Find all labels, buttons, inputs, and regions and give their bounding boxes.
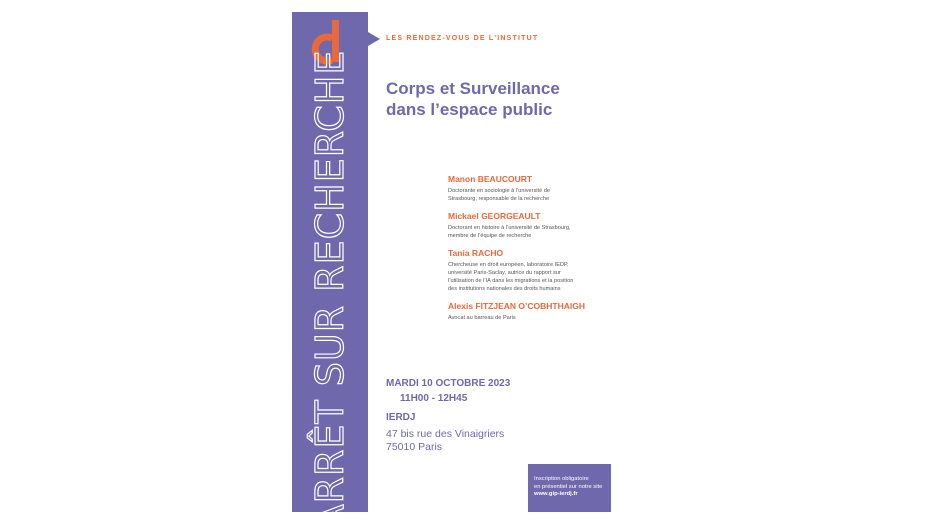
speaker-item xyxy=(448,174,628,203)
venue-name: IERDJ xyxy=(386,412,416,423)
speaker-list xyxy=(448,174,628,330)
speaker-description: Chercheuse en droit européen, laboratoire IEDP, université Paris-Saclay, autrice du rapport sur l’utilisation de l’IA dans les migrations et la position des institutions nationales des droits humains xyxy=(448,262,574,292)
registration-note: Inscription obligatoire xyxy=(534,476,589,482)
speaker-name: Mickael GEORGEAULT xyxy=(448,211,541,221)
speaker-item xyxy=(448,211,628,240)
title-line: dans l’espace public xyxy=(386,100,553,119)
vertical-title: ARRÊT SUR RECHERCHE xyxy=(308,49,352,530)
speaker-name: Alexis FITZJEAN O’COBHTHAIGH xyxy=(448,301,585,311)
speaker-description: Avocat au barreau de Paris xyxy=(448,315,516,321)
speaker-name: Tania RACHO xyxy=(448,248,504,258)
registration-note: en présentiel sur notre site xyxy=(534,483,603,490)
speaker-item xyxy=(448,248,628,293)
side-band xyxy=(292,12,368,530)
registration-link[interactable]: www.gip-ierdj.fr xyxy=(534,491,578,497)
venue-address: 47 bis rue des Vinaigriers 75010 Paris xyxy=(386,428,505,453)
speaker-name: Manon BEAUCOURT xyxy=(448,174,533,184)
event-date: MARDI 10 OCTOBRE 2023 xyxy=(386,378,511,389)
event-time: 11H00 - 12H45 xyxy=(400,393,468,404)
speaker-description: Doctorant en histoire à l’université de Strasbourg, membre de l’équipe de recherche xyxy=(448,225,571,239)
event-datetime xyxy=(386,376,510,406)
event-title xyxy=(386,78,626,120)
speaker-description: Doctorante en sociologie à l’université de Strasbourg, responsable de la recherche xyxy=(448,188,550,202)
band-arrow xyxy=(368,32,380,46)
series-label: LES RENDEZ-VOUS DE L'INSTITUT xyxy=(386,35,539,42)
title-line: Corps et Surveillance xyxy=(386,79,560,98)
event-poster xyxy=(292,12,640,530)
registration-box xyxy=(528,464,611,512)
speaker-item xyxy=(448,301,628,322)
